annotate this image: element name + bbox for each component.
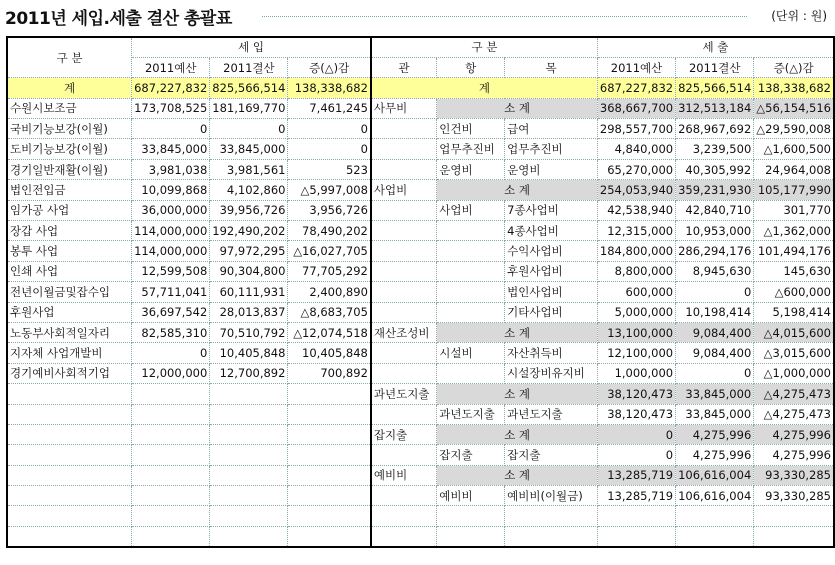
empty-cell [288, 424, 371, 444]
expense-item-budget: 13,285,719 [597, 486, 675, 506]
income-item-label: 전년이월금및잡수입 [7, 282, 132, 302]
expense-item-settlement: 10,198,414 [676, 302, 754, 322]
table-row [7, 139, 834, 159]
expense-total-settlement: 825,566,514 [676, 78, 754, 98]
empty-cell [7, 486, 132, 506]
expense-item-change: 4,275,996 [754, 445, 834, 465]
income-item-budget: 114,000,000 [132, 241, 210, 261]
expense-item-settlement: 106,616,004 [676, 486, 754, 506]
empty-cell [7, 526, 132, 546]
empty-cell [7, 404, 132, 424]
expense-item-change: △1,362,000 [754, 221, 834, 241]
empty-cell [505, 506, 598, 526]
income-item-change: 3,956,726 [288, 200, 371, 220]
income-category-header: 구 분 [7, 37, 132, 78]
empty-cell [132, 424, 210, 444]
income-item-budget: 57,711,041 [132, 282, 210, 302]
expense-gwan [371, 261, 437, 281]
expense-gwan: 잡지출 [371, 424, 437, 444]
expense-mok: 법인사업비 [505, 282, 598, 302]
empty-cell [676, 526, 754, 546]
table-row [7, 159, 834, 179]
expense-item-change: △4,015,600 [754, 322, 834, 342]
expense-total-change: 138,338,682 [754, 78, 834, 98]
expense-item-settlement: 0 [676, 363, 754, 383]
income-item-label: 노동부사회적일자리 [7, 322, 132, 342]
expense-gwan [371, 343, 437, 363]
income-item-settlement: 90,304,800 [210, 261, 288, 281]
empty-cell [7, 506, 132, 526]
table-row [7, 180, 834, 200]
expense-item-budget: 12,100,000 [597, 343, 675, 363]
empty-cell [288, 526, 371, 546]
empty-cell [676, 506, 754, 526]
income-item-budget: 173,708,525 [132, 98, 210, 118]
income-item-label: 도비기능보강(이월) [7, 139, 132, 159]
expense-item-budget: 0 [597, 424, 675, 444]
income-item-change: 77,705,292 [288, 261, 371, 281]
empty-cell [132, 384, 210, 404]
income-item-label: 봉투 사업 [7, 241, 132, 261]
expense-budget-header: 2011예산 [597, 57, 675, 77]
expense-item-change: 105,177,990 [754, 180, 834, 200]
income-item-budget: 0 [132, 343, 210, 363]
expense-mok-header: 목 [505, 57, 598, 77]
expense-item-settlement: 106,616,004 [676, 465, 754, 485]
expense-hang-header: 항 [437, 57, 505, 77]
income-item-change: 78,490,202 [288, 221, 371, 241]
expense-item-budget: 13,285,719 [597, 465, 675, 485]
table-row [7, 322, 834, 342]
empty-cell [132, 404, 210, 424]
income-item-change: 0 [288, 119, 371, 139]
expense-item-settlement: 10,953,000 [676, 221, 754, 241]
expense-gwan: 사업비 [371, 180, 437, 200]
empty-cell [371, 506, 437, 526]
expense-hang [437, 241, 505, 261]
income-item-settlement: 192,490,202 [210, 221, 288, 241]
empty-cell [132, 506, 210, 526]
expense-item-change: △1,000,000 [754, 363, 834, 383]
expense-gwan [371, 445, 437, 465]
expense-mok: 과년도지출 [505, 404, 598, 424]
expense-item-settlement: 0 [676, 282, 754, 302]
expense-item-settlement: 33,845,000 [676, 404, 754, 424]
empty-cell [210, 526, 288, 546]
settlement-table [6, 36, 835, 548]
income-item-label: 인쇄 사업 [7, 261, 132, 281]
expense-item-change: △4,275,473 [754, 384, 834, 404]
income-item-label: 지자체 사업개발비 [7, 343, 132, 363]
expense-mok: 자산취득비 [505, 343, 598, 363]
expense-gwan [371, 159, 437, 179]
expense-hang [437, 302, 505, 322]
expense-gwan-header: 관 [371, 57, 437, 77]
empty-cell [210, 506, 288, 526]
income-item-settlement: 28,013,837 [210, 302, 288, 322]
expense-item-settlement: 312,513,184 [676, 98, 754, 118]
income-change-header: 증(△)감 [288, 57, 371, 77]
income-settlement-header: 2011결산 [210, 57, 288, 77]
expense-item-budget: 368,667,700 [597, 98, 675, 118]
expense-gwan [371, 221, 437, 241]
expense-item-change: △600,000 [754, 282, 834, 302]
income-total-change: 138,338,682 [288, 78, 371, 98]
table-row [7, 526, 834, 546]
income-item-budget: 36,000,000 [132, 200, 210, 220]
expense-gwan [371, 119, 437, 139]
expense-gwan [371, 241, 437, 261]
expense-hang: 시설비 [437, 343, 505, 363]
expense-item-settlement: 9,084,400 [676, 322, 754, 342]
empty-cell [288, 404, 371, 424]
empty-cell [597, 506, 675, 526]
income-item-budget: 10,099,868 [132, 180, 210, 200]
expense-item-settlement: 8,945,630 [676, 261, 754, 281]
empty-cell [210, 486, 288, 506]
income-item-label: 경기일반재활(이월) [7, 159, 132, 179]
header-row-2 [7, 57, 834, 77]
income-item-settlement: 0 [210, 119, 288, 139]
table-row [7, 119, 834, 139]
expense-item-budget: 65,270,000 [597, 159, 675, 179]
table-row [7, 506, 834, 526]
income-item-budget: 114,000,000 [132, 221, 210, 241]
income-item-settlement: 33,845,000 [210, 139, 288, 159]
table-row [7, 404, 834, 424]
income-item-budget: 36,697,542 [132, 302, 210, 322]
table-row [7, 261, 834, 281]
income-budget-header: 2011예산 [132, 57, 210, 77]
empty-cell [437, 506, 505, 526]
expense-item-settlement: 359,231,930 [676, 180, 754, 200]
table-row [7, 282, 834, 302]
expense-mok: 4종사업비 [505, 221, 598, 241]
expense-mok: 잡지출 [505, 445, 598, 465]
table-row [7, 424, 834, 444]
table-row [7, 241, 834, 261]
expense-mok: 7종사업비 [505, 200, 598, 220]
empty-cell [210, 465, 288, 485]
expense-gwan [371, 200, 437, 220]
income-item-change: 2,400,890 [288, 282, 371, 302]
expense-gwan [371, 302, 437, 322]
expense-item-budget: 298,557,700 [597, 119, 675, 139]
expense-item-budget: 13,100,000 [597, 322, 675, 342]
expense-item-budget: 8,800,000 [597, 261, 675, 281]
expense-item-budget: 38,120,473 [597, 404, 675, 424]
expense-item-change: 24,964,008 [754, 159, 834, 179]
income-item-budget: 0 [132, 119, 210, 139]
expense-item-budget: 42,538,940 [597, 200, 675, 220]
income-item-change: △8,683,705 [288, 302, 371, 322]
income-item-change: △5,997,008 [288, 180, 371, 200]
empty-cell [754, 506, 834, 526]
empty-cell [597, 526, 675, 546]
table-row [7, 221, 834, 241]
expense-subtotal-label: 소 계 [437, 424, 598, 444]
expense-total-budget: 687,227,832 [597, 78, 675, 98]
expense-change-header: 증(△)감 [754, 57, 834, 77]
expense-item-budget: 0 [597, 445, 675, 465]
income-item-budget: 12,000,000 [132, 363, 210, 383]
expense-item-budget: 254,053,940 [597, 180, 675, 200]
expense-mok: 시설장비유지비 [505, 363, 598, 383]
expense-subtotal-label: 소 계 [437, 180, 598, 200]
expense-hang: 사업비 [437, 200, 505, 220]
expense-item-change: △56,154,516 [754, 98, 834, 118]
expense-hang [437, 221, 505, 241]
empty-cell [7, 384, 132, 404]
income-total-budget: 687,227,832 [132, 78, 210, 98]
expense-hang [437, 261, 505, 281]
settlement-table-wrapper [6, 36, 835, 548]
expense-item-change: 4,275,996 [754, 424, 834, 444]
expense-mok: 예비비(이월금) [505, 486, 598, 506]
expense-mok: 업무추진비 [505, 139, 598, 159]
income-item-settlement: 4,102,860 [210, 180, 288, 200]
table-row [7, 445, 834, 465]
expense-item-budget: 184,800,000 [597, 241, 675, 261]
empty-cell [437, 526, 505, 546]
income-item-settlement: 12,700,892 [210, 363, 288, 383]
expense-total-label: 계 [371, 78, 598, 98]
empty-cell [288, 506, 371, 526]
unit-label: (단위 : 원) [771, 9, 827, 23]
expense-hang: 업무추진비 [437, 139, 505, 159]
expense-subtotal-label: 소 계 [437, 98, 598, 118]
expense-gwan [371, 404, 437, 424]
expense-item-change: 93,330,285 [754, 465, 834, 485]
income-item-change: △12,074,518 [288, 322, 371, 342]
table-row [7, 302, 834, 322]
empty-cell [210, 404, 288, 424]
expense-gwan: 과년도지출 [371, 384, 437, 404]
expense-item-change: △1,600,500 [754, 139, 834, 159]
income-item-change: 0 [288, 139, 371, 159]
income-item-change: 10,405,848 [288, 343, 371, 363]
empty-cell [288, 384, 371, 404]
empty-cell [505, 526, 598, 546]
income-item-change: 700,892 [288, 363, 371, 383]
income-item-label: 후원사업 [7, 302, 132, 322]
expense-gwan: 예비비 [371, 465, 437, 485]
expense-item-settlement: 40,305,992 [676, 159, 754, 179]
empty-cell [371, 526, 437, 546]
expense-hang [437, 363, 505, 383]
expense-section-header: 세 출 [597, 37, 834, 57]
expense-gwan [371, 363, 437, 383]
empty-cell [132, 486, 210, 506]
empty-cell [7, 445, 132, 465]
expense-item-budget: 5,000,000 [597, 302, 675, 322]
income-item-label: 장갑 사업 [7, 221, 132, 241]
expense-item-settlement: 3,239,500 [676, 139, 754, 159]
page-title: 2011년 세입.세출 결산 총괄표 [5, 9, 232, 29]
empty-cell [288, 465, 371, 485]
income-item-settlement: 39,956,726 [210, 200, 288, 220]
income-item-label: 법인전입금 [7, 180, 132, 200]
expense-item-settlement: 9,084,400 [676, 343, 754, 363]
expense-item-budget: 600,000 [597, 282, 675, 302]
expense-hang: 잡지출 [437, 445, 505, 465]
income-item-change: 7,461,245 [288, 98, 371, 118]
empty-cell [132, 526, 210, 546]
expense-item-settlement: 33,845,000 [676, 384, 754, 404]
income-item-label: 임가공 사업 [7, 200, 132, 220]
expense-item-settlement: 286,294,176 [676, 241, 754, 261]
expense-hang: 과년도지출 [437, 404, 505, 424]
expense-mok: 수익사업비 [505, 241, 598, 261]
expense-settlement-header: 2011결산 [676, 57, 754, 77]
expense-category-header: 구 분 [371, 37, 598, 57]
expense-item-change: 101,494,176 [754, 241, 834, 261]
expense-subtotal-label: 소 계 [437, 322, 598, 342]
income-item-settlement: 97,972,295 [210, 241, 288, 261]
expense-item-change: 145,630 [754, 261, 834, 281]
table-row [7, 384, 834, 404]
expense-hang: 운영비 [437, 159, 505, 179]
expense-item-budget: 4,840,000 [597, 139, 675, 159]
expense-item-settlement: 4,275,996 [676, 424, 754, 444]
income-section-header: 세 입 [132, 37, 371, 57]
expense-gwan [371, 486, 437, 506]
expense-hang: 예비비 [437, 486, 505, 506]
income-total-label: 계 [7, 78, 132, 98]
expense-item-change: △4,275,473 [754, 404, 834, 424]
empty-cell [288, 486, 371, 506]
empty-cell [210, 424, 288, 444]
expense-item-settlement: 4,275,996 [676, 445, 754, 465]
income-item-settlement: 3,981,561 [210, 159, 288, 179]
empty-cell [210, 445, 288, 465]
expense-hang: 인건비 [437, 119, 505, 139]
expense-item-settlement: 42,840,710 [676, 200, 754, 220]
income-item-settlement: 181,169,770 [210, 98, 288, 118]
expense-mok: 급여 [505, 119, 598, 139]
empty-cell [132, 445, 210, 465]
expense-subtotal-label: 소 계 [437, 465, 598, 485]
expense-mok: 운영비 [505, 159, 598, 179]
expense-item-change: △3,015,600 [754, 343, 834, 363]
empty-cell [754, 526, 834, 546]
expense-item-budget: 1,000,000 [597, 363, 675, 383]
table-row [7, 98, 834, 118]
expense-item-change: 93,330,285 [754, 486, 834, 506]
income-item-label: 경기예비사회적기업 [7, 363, 132, 383]
income-item-budget: 3,981,038 [132, 159, 210, 179]
expense-item-settlement: 268,967,692 [676, 119, 754, 139]
expense-mok: 기타사업비 [505, 302, 598, 322]
table-row [7, 363, 834, 383]
expense-gwan [371, 139, 437, 159]
expense-mok: 후원사업비 [505, 261, 598, 281]
income-item-budget: 12,599,508 [132, 261, 210, 281]
income-item-change: △16,027,705 [288, 241, 371, 261]
expense-item-budget: 38,120,473 [597, 384, 675, 404]
income-item-budget: 82,585,310 [132, 322, 210, 342]
empty-cell [132, 465, 210, 485]
header-row-1 [7, 37, 834, 57]
expense-item-change: △29,590,008 [754, 119, 834, 139]
table-row [7, 486, 834, 506]
expense-subtotal-label: 소 계 [437, 384, 598, 404]
expense-gwan: 사무비 [371, 98, 437, 118]
income-item-change: 523 [288, 159, 371, 179]
expense-item-change: 5,198,414 [754, 302, 834, 322]
income-item-budget: 33,845,000 [132, 139, 210, 159]
empty-cell [7, 465, 132, 485]
expense-gwan [371, 282, 437, 302]
income-total-settlement: 825,566,514 [210, 78, 288, 98]
income-item-settlement: 10,405,848 [210, 343, 288, 363]
empty-cell [7, 424, 132, 444]
empty-cell [210, 384, 288, 404]
expense-item-budget: 12,315,000 [597, 221, 675, 241]
total-row [7, 78, 834, 98]
title-leader-dots [262, 16, 747, 17]
income-item-settlement: 70,510,792 [210, 322, 288, 342]
income-item-label: 수원시보조금 [7, 98, 132, 118]
table-row [7, 200, 834, 220]
empty-cell [288, 445, 371, 465]
expense-hang [437, 282, 505, 302]
income-item-label: 국비기능보강(이월) [7, 119, 132, 139]
expense-item-change: 301,770 [754, 200, 834, 220]
table-row [7, 465, 834, 485]
income-item-settlement: 60,111,931 [210, 282, 288, 302]
expense-gwan: 재산조성비 [371, 322, 437, 342]
table-row [7, 343, 834, 363]
